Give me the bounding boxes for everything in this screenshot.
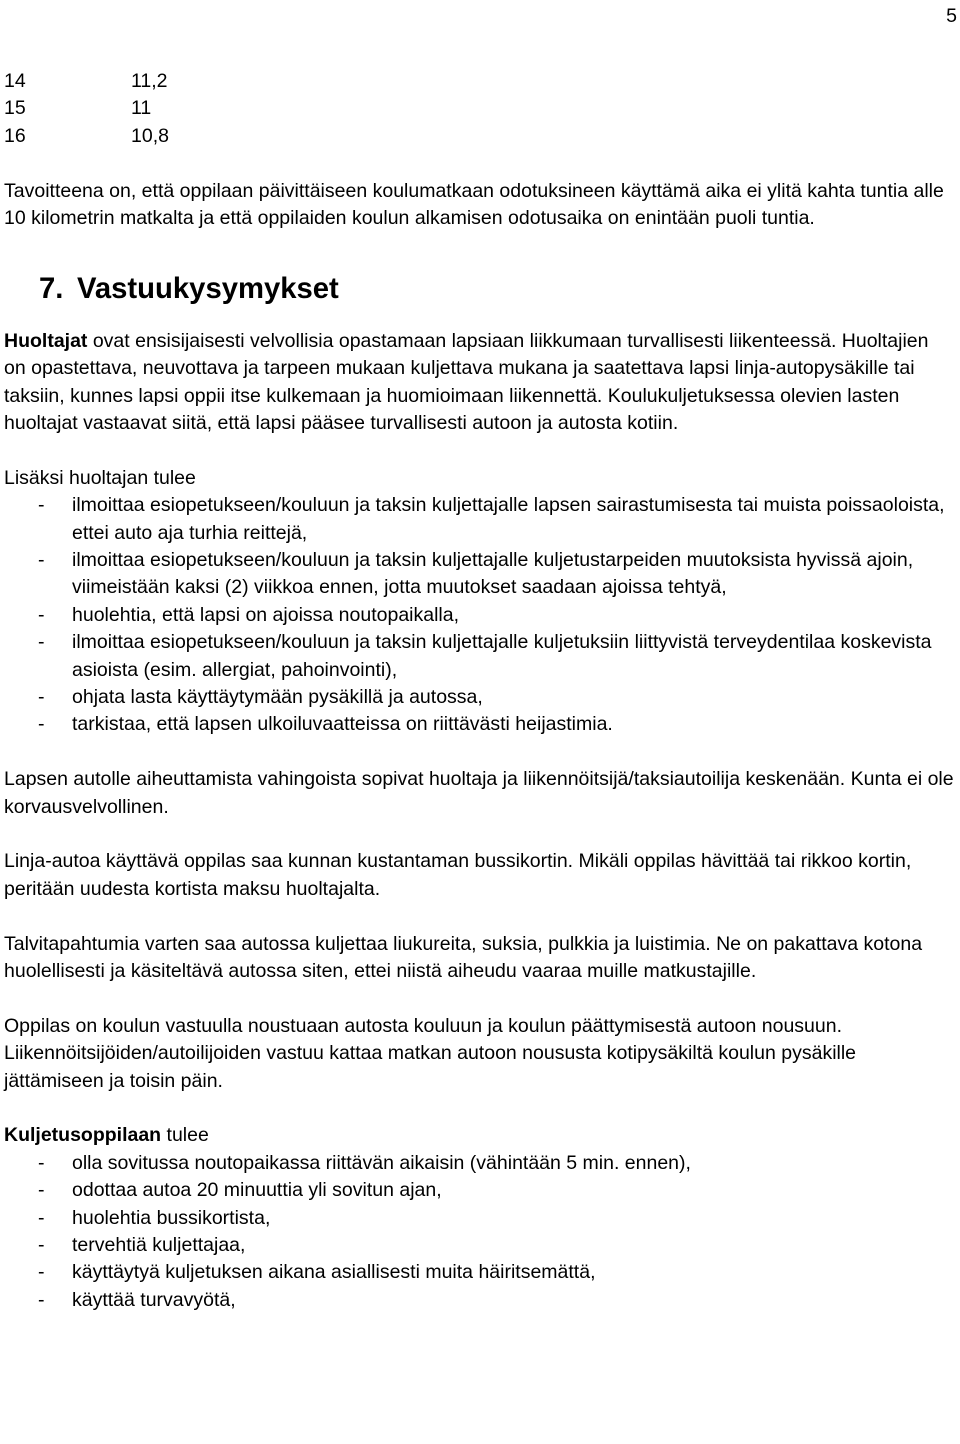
list-item [4, 492, 954, 547]
table-row [4, 95, 954, 122]
dash-bullet: - [38, 1206, 45, 1229]
dash-bullet: - [38, 494, 45, 517]
guardians-paragraph [4, 328, 954, 438]
guardian-duties-list [4, 492, 954, 739]
list-item-text: käyttäytyä kuljetuksen aikana asiallisesti muita häiritsemättä, [72, 1261, 596, 1284]
responsibility-paragraph: Oppilas on koulun vastuulla noustuaan autosta kouluun ja koulun päättymisestä autoon nousuun. Liikennöitsijöiden/autoilijoiden vastuu kattaa matkan autoon noususta kotipysäkiltä koulun pysäkille jättämiseen ja toisin päin. [4, 1014, 857, 1092]
intro-paragraph: Tavoitteena on, että oppilaan päivittäiseen koulumatkaan odotuksineen käyttämä aika ei ylitä kahta tuntia alle 10 kilometrin matkalta ja että oppilaiden koulun alkamisen odotusaika on enintään puoli tuntia. [4, 179, 944, 229]
list-item-text: huolehtia bussikortista, [72, 1206, 271, 1229]
dash-bullet: - [38, 1234, 45, 1257]
list-item-text: ilmoittaa esiopetukseen/kouluun ja taksin kuljettajalle kuljetuksiin liittyvistä terveydentilaa koskevista asioista (esim. allergiat, pahoinvointi), [72, 631, 932, 681]
list-item-text: huolehtia, että lapsi on ajoissa noutopaikalla, [72, 603, 460, 626]
list-item-text: käyttää turvavyötä, [72, 1288, 236, 1311]
guardian-duties-lead: Lisäksi huoltajan tulee [4, 466, 196, 489]
table-row [4, 68, 954, 95]
list-item [4, 1205, 954, 1232]
list-item [4, 684, 954, 711]
table-cell: 14 [4, 70, 26, 92]
list-item-text: olla sovitussa noutopaikassa riittävän aikaisin (vähintään 5 min. ennen), [72, 1151, 691, 1174]
list-item [4, 1259, 954, 1286]
guardians-bold-lead: Huoltajat [4, 329, 88, 352]
list-item [4, 1287, 954, 1314]
dash-bullet: - [38, 713, 45, 736]
dash-bullet: - [38, 549, 45, 571]
dash-bullet: - [38, 603, 45, 626]
table-cell: 10,8 [131, 124, 169, 147]
list-item [4, 1232, 954, 1259]
winter-paragraph: Talvitapahtumia varten saa autossa kuljettaa liukureita, suksia, pulkkia ja luistimia. Ne on pakattava kotona huolellisesti ja käsiteltävä autossa siten, ettei niistä aiheudu vaaraa muille matkustajille. [4, 932, 923, 983]
section-number: 7. [39, 273, 64, 306]
list-item [4, 602, 954, 629]
page-number: 5 [946, 5, 957, 27]
list-item [4, 1177, 954, 1204]
list-item-text: ohjata lasta käyttäytymään pysäkillä ja autossa, [72, 686, 483, 709]
student-duties-lead [4, 1122, 954, 1149]
list-item-text: ilmoittaa esiopetukseen/kouluun ja taksin kuljettajalle lapsen sairastumisesta tai muista poissaoloista, ettei auto aja turhia reittejä, [72, 494, 945, 544]
table-cell: 16 [4, 124, 26, 147]
student-duties-list [4, 1150, 954, 1314]
bus-card-paragraph: Linja-autoa käyttävä oppilas saa kunnan kustantaman bussikortin. Mikäli oppilas hävittää tai rikkoo kortin, peritään uudesta kortista maksu huoltajalta. [4, 850, 912, 900]
section-heading [4, 273, 954, 306]
list-item [4, 711, 954, 738]
guardians-text: ovat ensisijaisesti velvollisia opastamaan lapsiaan liikkumaan turvallisesti liikenteessä. Huoltajien on opastettava, neuvottava ja tarpeen mukaan kuljettava mukana ja saatettava lapsi linja-autopysäkille tai taksiin, kunnes lapsi oppii itse kulkemaan ja huomioimaan liikennettä. Koulukuljetuksessa olevien lasten huoltajat vastaavat siitä, että lapsi pääsee turvallisesti autoon ja autosta kotiin. [4, 329, 929, 434]
table-cell: 11 [131, 97, 152, 120]
list-item-text: tarkistaa, että lapsen ulkoiluvaatteissa on riittävästi heijastimia. [72, 713, 613, 736]
dash-bullet: - [38, 686, 45, 709]
dash-bullet: - [38, 1288, 45, 1311]
table-cell: 11,2 [131, 70, 168, 92]
table-row [4, 123, 954, 150]
list-item-text: tervehtiä kuljettajaa, [72, 1234, 246, 1257]
section-title: Vastuukysymykset [77, 273, 339, 306]
document-body [4, 68, 954, 1314]
student-duties-lead-rest: tulee [161, 1124, 209, 1147]
list-item [4, 629, 954, 684]
list-item-text: odottaa autoa 20 minuuttia yli sovitun ajan, [72, 1179, 442, 1202]
dash-bullet: - [38, 1261, 45, 1284]
list-item [4, 1150, 954, 1177]
table-cell: 15 [4, 97, 26, 120]
dash-bullet: - [38, 631, 45, 654]
dash-bullet: - [38, 1179, 45, 1202]
dash-bullet: - [38, 1151, 45, 1174]
student-duties-bold-lead: Kuljetusoppilaan [4, 1124, 162, 1147]
list-item-text: ilmoittaa esiopetukseen/kouluun ja taksin kuljettajalle kuljetustarpeiden muutoksista hyvissä ajoin, viimeistään kaksi (2) viikkoa ennen, jotta muutokset saadaan ajoissa tehtyä, [72, 549, 914, 599]
list-item [4, 547, 954, 602]
data-table [4, 68, 954, 150]
damages-paragraph: Lapsen autolle aiheuttamista vahingoista sopivat huoltaja ja liikennöitsijä/taksiautoilija keskenään. Kunta ei ole korvausvelvollinen. [4, 768, 954, 818]
